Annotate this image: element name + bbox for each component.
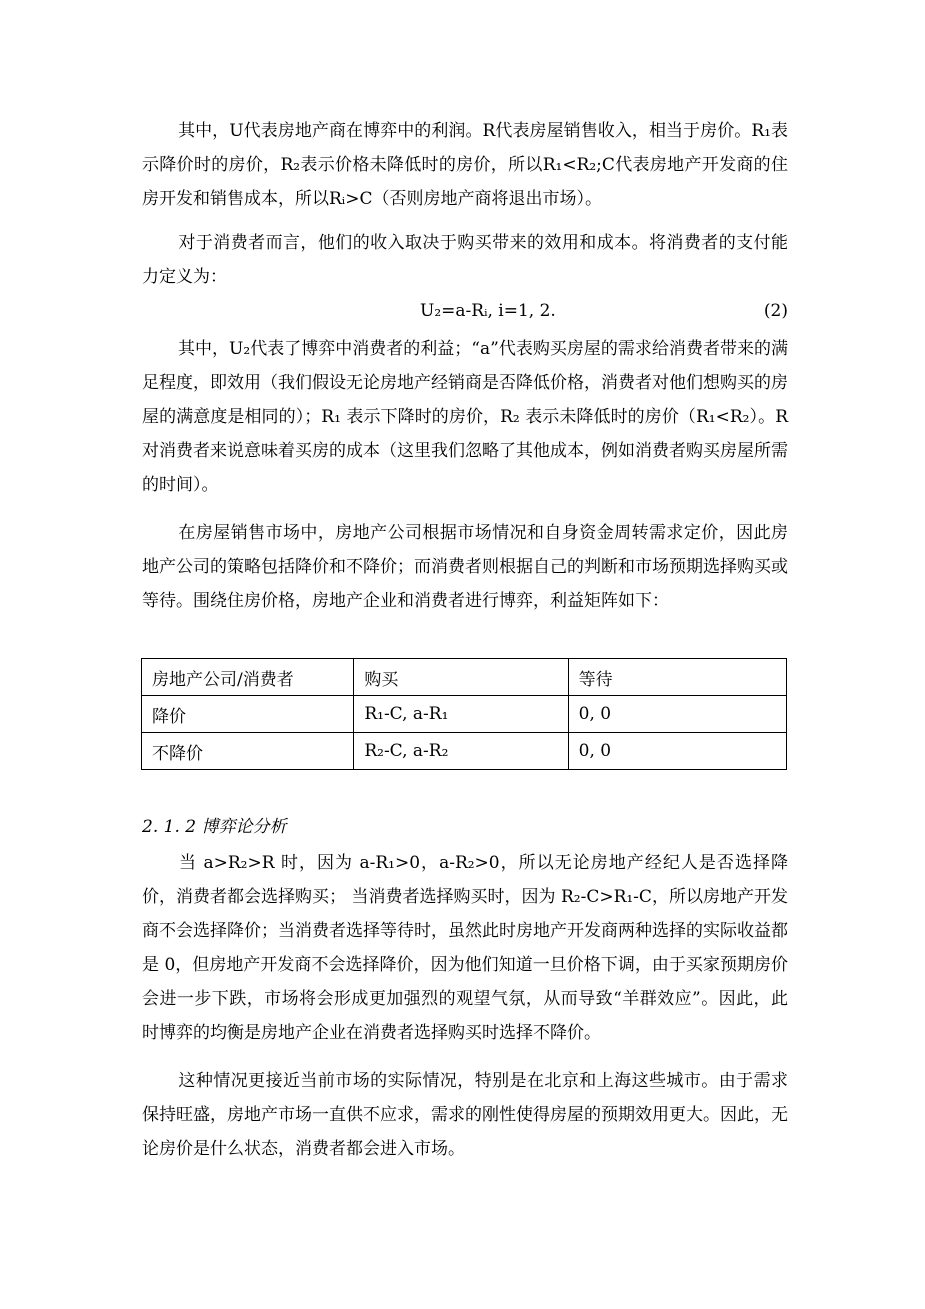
paragraph-market-strategy: 在房屋销售市场中，房地产公司根据市场情况和自身资金周转需求定价，因此房地产公司的策略包括降价和不降价；而消费者则根据自己的判断和市场预期选择购买或等待。围绕住房价格，房地产企业和消费者进行博弈，利益矩阵如下： xyxy=(142,523,788,611)
formula-number: (2) xyxy=(763,301,788,321)
table-cell: 0, 0 xyxy=(568,733,786,770)
table-cell: R₂-C, a-R₂ xyxy=(354,733,568,770)
paragraph-consumer-utility: 其中，U₂代表了博弈中消费者的利益；“a”代表购买房屋的需求给消费者带来的满足程度，即效用（我们假设无论房地产经销商是否降低价格，消费者对他们想购买的房屋的满意度是相同的）；R₁ 表示下降时的房价，R₂ 表示未降低时的房价（R₁<R₂）。R 对消费者来说意味着买房的成本（这里我们忽略了其他成本，例如消费者购买房屋所需的时间）。 xyxy=(142,339,788,495)
table-header-row xyxy=(142,659,787,696)
table-cell: R₁-C, a-R₁ xyxy=(354,696,568,733)
table-row xyxy=(142,696,787,733)
table-header-cell: 房地产公司/消费者 xyxy=(142,659,354,696)
formula-expression: U₂=a-Rᵢ, i=1, 2. xyxy=(420,301,556,321)
paragraph-game-analysis: 当 a>R₂>R 时，因为 a-R₁>0，a-R₂>0，所以无论房地产经纪人是否选择降价，消费者都会选择购买； 当消费者选择购买时，因为 R₂-C>R₁-C，所以房地产开发商不会选择降价；当消费者选择等待时，虽然此时房地产开发商两种选择的实际收益都是 0，但房地产开发商不会选择降价，因为他们知道一旦价格下调，由于买家预期房价会进一步下跌，市场将会形成更加强烈的观望气氛，从而导致“羊群效应”。因此，此时博弈的均衡是房地产企业在消费者选择购买时选择不降价。 xyxy=(142,853,788,1043)
table-header-cell: 等待 xyxy=(568,659,786,696)
paragraph-consumer-payment: 对于消费者而言，他们的收入取决于购买带来的效用和成本。将消费者的支付能力定义为： xyxy=(142,233,788,287)
section-heading: 2. 1. 2 博弈论分析 xyxy=(142,817,287,837)
table-header-cell: 购买 xyxy=(354,659,568,696)
table-cell: 0, 0 xyxy=(568,696,786,733)
table-cell: 不降价 xyxy=(142,733,354,770)
table-row xyxy=(142,733,787,770)
formula-2 xyxy=(142,294,788,328)
table-cell: 降价 xyxy=(142,696,354,733)
paragraph-profit-definition: 其中，U代表房地产商在博弈中的利润。R代表房屋销售收入，相当于房价。R₁表示降价时的房价，R₂表示价格未降低时的房价，所以R₁<R₂;C代表房地产开发商的住房开发和销售成本，所以Rᵢ>C（否则房地产商将退出市场）。 xyxy=(142,121,788,209)
payoff-matrix-table xyxy=(141,658,787,770)
paragraph-market-situation: 这种情况更接近当前市场的实际情况，特别是在北京和上海这些城市。由于需求保持旺盛，房地产市场一直供不应求，需求的刚性使得房屋的预期效用更大。因此，无论房价是什么状态，消费者都会进入市场。 xyxy=(142,1071,788,1159)
